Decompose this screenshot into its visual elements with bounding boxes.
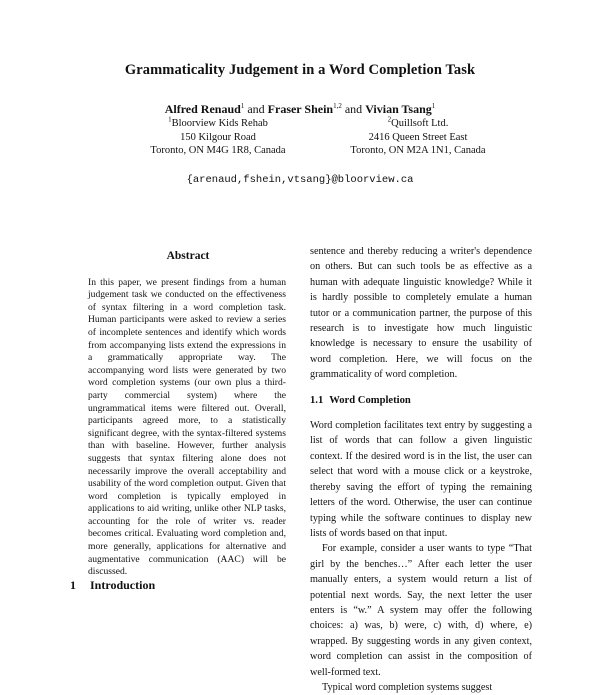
section-heading bbox=[70, 578, 155, 593]
affiliation-right bbox=[318, 117, 518, 158]
author-name: Fraser Shein bbox=[267, 102, 334, 116]
abstract-text: In this paper, we present findings from a human judgement task we conducted on the effectiveness of syntax filtering in a word completion task. Human participants were asked to review a series of incomplete sentences and identify which words from accompanying lists extend the expressions in a grammatically appropriate way. The accompanying word lists were generated by two word completion systems (our own plus a third-party commercial system) where the ungrammatical items were filtered out. Overall, participants agreed more, to a statistically significant degree, with the syntax-filtered systems than with baseline. However, further analysis suggests that syntax filtering alone does not necessarily improve the overall acceptability and usability of the word completion output. Given that word completion is typically employed in applications to aid writing, unlike other NLP tasks, accounting for the role of writer vs. reader becomes critical. Evaluating word completion and, more generally, applications for alternative and augmentative communication (AAC) will be discussed. bbox=[88, 276, 286, 578]
body-paragraph: Word completion facilitates text entry by suggesting a list of words that can follow a given linguistic context. If the desired word is in the list, the user can select that word with a mouse click or a keystroke, thereby saving the effort of typing the remaining letters of the word. Otherwise, the user can continue typing while the software continues to display new lists of words based on that input. bbox=[310, 420, 532, 539]
author-name: Alfred Renaud bbox=[164, 102, 241, 116]
affiliation-name: Bloorview Kids Rehab bbox=[171, 118, 268, 129]
affiliation-address: 2416 Queen Street East bbox=[368, 131, 468, 143]
section-number: 1 bbox=[70, 578, 76, 592]
left-column bbox=[88, 250, 288, 579]
affiliation-name: Quillsoft Ltd. bbox=[391, 118, 449, 129]
subsection-title: Word Completion bbox=[329, 394, 411, 406]
subsection-heading bbox=[310, 393, 532, 408]
affiliation-address: 150 Kilgour Road bbox=[180, 131, 256, 143]
affiliation-city: Toronto, ON M4G 1R8, Canada bbox=[150, 145, 286, 156]
right-column bbox=[310, 244, 532, 695]
body-paragraph: Typical word completion systems suggest bbox=[322, 681, 493, 693]
author-superscript: 1,2 bbox=[333, 102, 342, 110]
author-superscript: 1 bbox=[431, 102, 436, 110]
abstract-heading: Abstract bbox=[166, 250, 210, 262]
paper-title: Grammaticality Judgement in a Word Completion Task bbox=[124, 62, 476, 78]
author-email: {arenaud,fshein,vtsang}@bloorview.ca bbox=[186, 174, 414, 186]
affiliation-city: Toronto, ON M2A 1N1, Canada bbox=[350, 145, 486, 156]
subsection-number: 1.1 bbox=[310, 394, 324, 406]
body-paragraph: For example, consider a user wants to type “That girl by the benches…” After each letter the user manually enters, a system would return a list of potential next words. Say, the next letter the user enters is “w.” A system may offer the following choices: a) was, b) were, c) with, d) where, e) wrapped. By suggesting words in any given context, word completion can assist in the composition of well-formed text. bbox=[310, 543, 532, 678]
author-name: Vivian Tsang bbox=[365, 102, 432, 116]
body-paragraph: sentence and thereby reducing a writer's dependence on others. But can such tools be as effective as a human with adequate linguistic knowledge? While it is hardly possible to completely emulate a human tutor or a communication partner, the purpose of this research is to investigate how much linguistic knowledge is necessary to ensure the usability of word completion. Here, we will focus on the grammaticality of word completion. bbox=[310, 246, 532, 381]
affiliation-left bbox=[118, 117, 318, 158]
section-title: Introduction bbox=[90, 578, 156, 592]
author-superscript: 1 bbox=[240, 102, 245, 110]
author-conjunction: and bbox=[247, 102, 265, 116]
affiliation-superscript: 1 bbox=[168, 115, 172, 124]
author-line bbox=[0, 102, 600, 117]
affiliation-superscript: 2 bbox=[387, 115, 392, 124]
author-conjunction: and bbox=[344, 102, 363, 116]
